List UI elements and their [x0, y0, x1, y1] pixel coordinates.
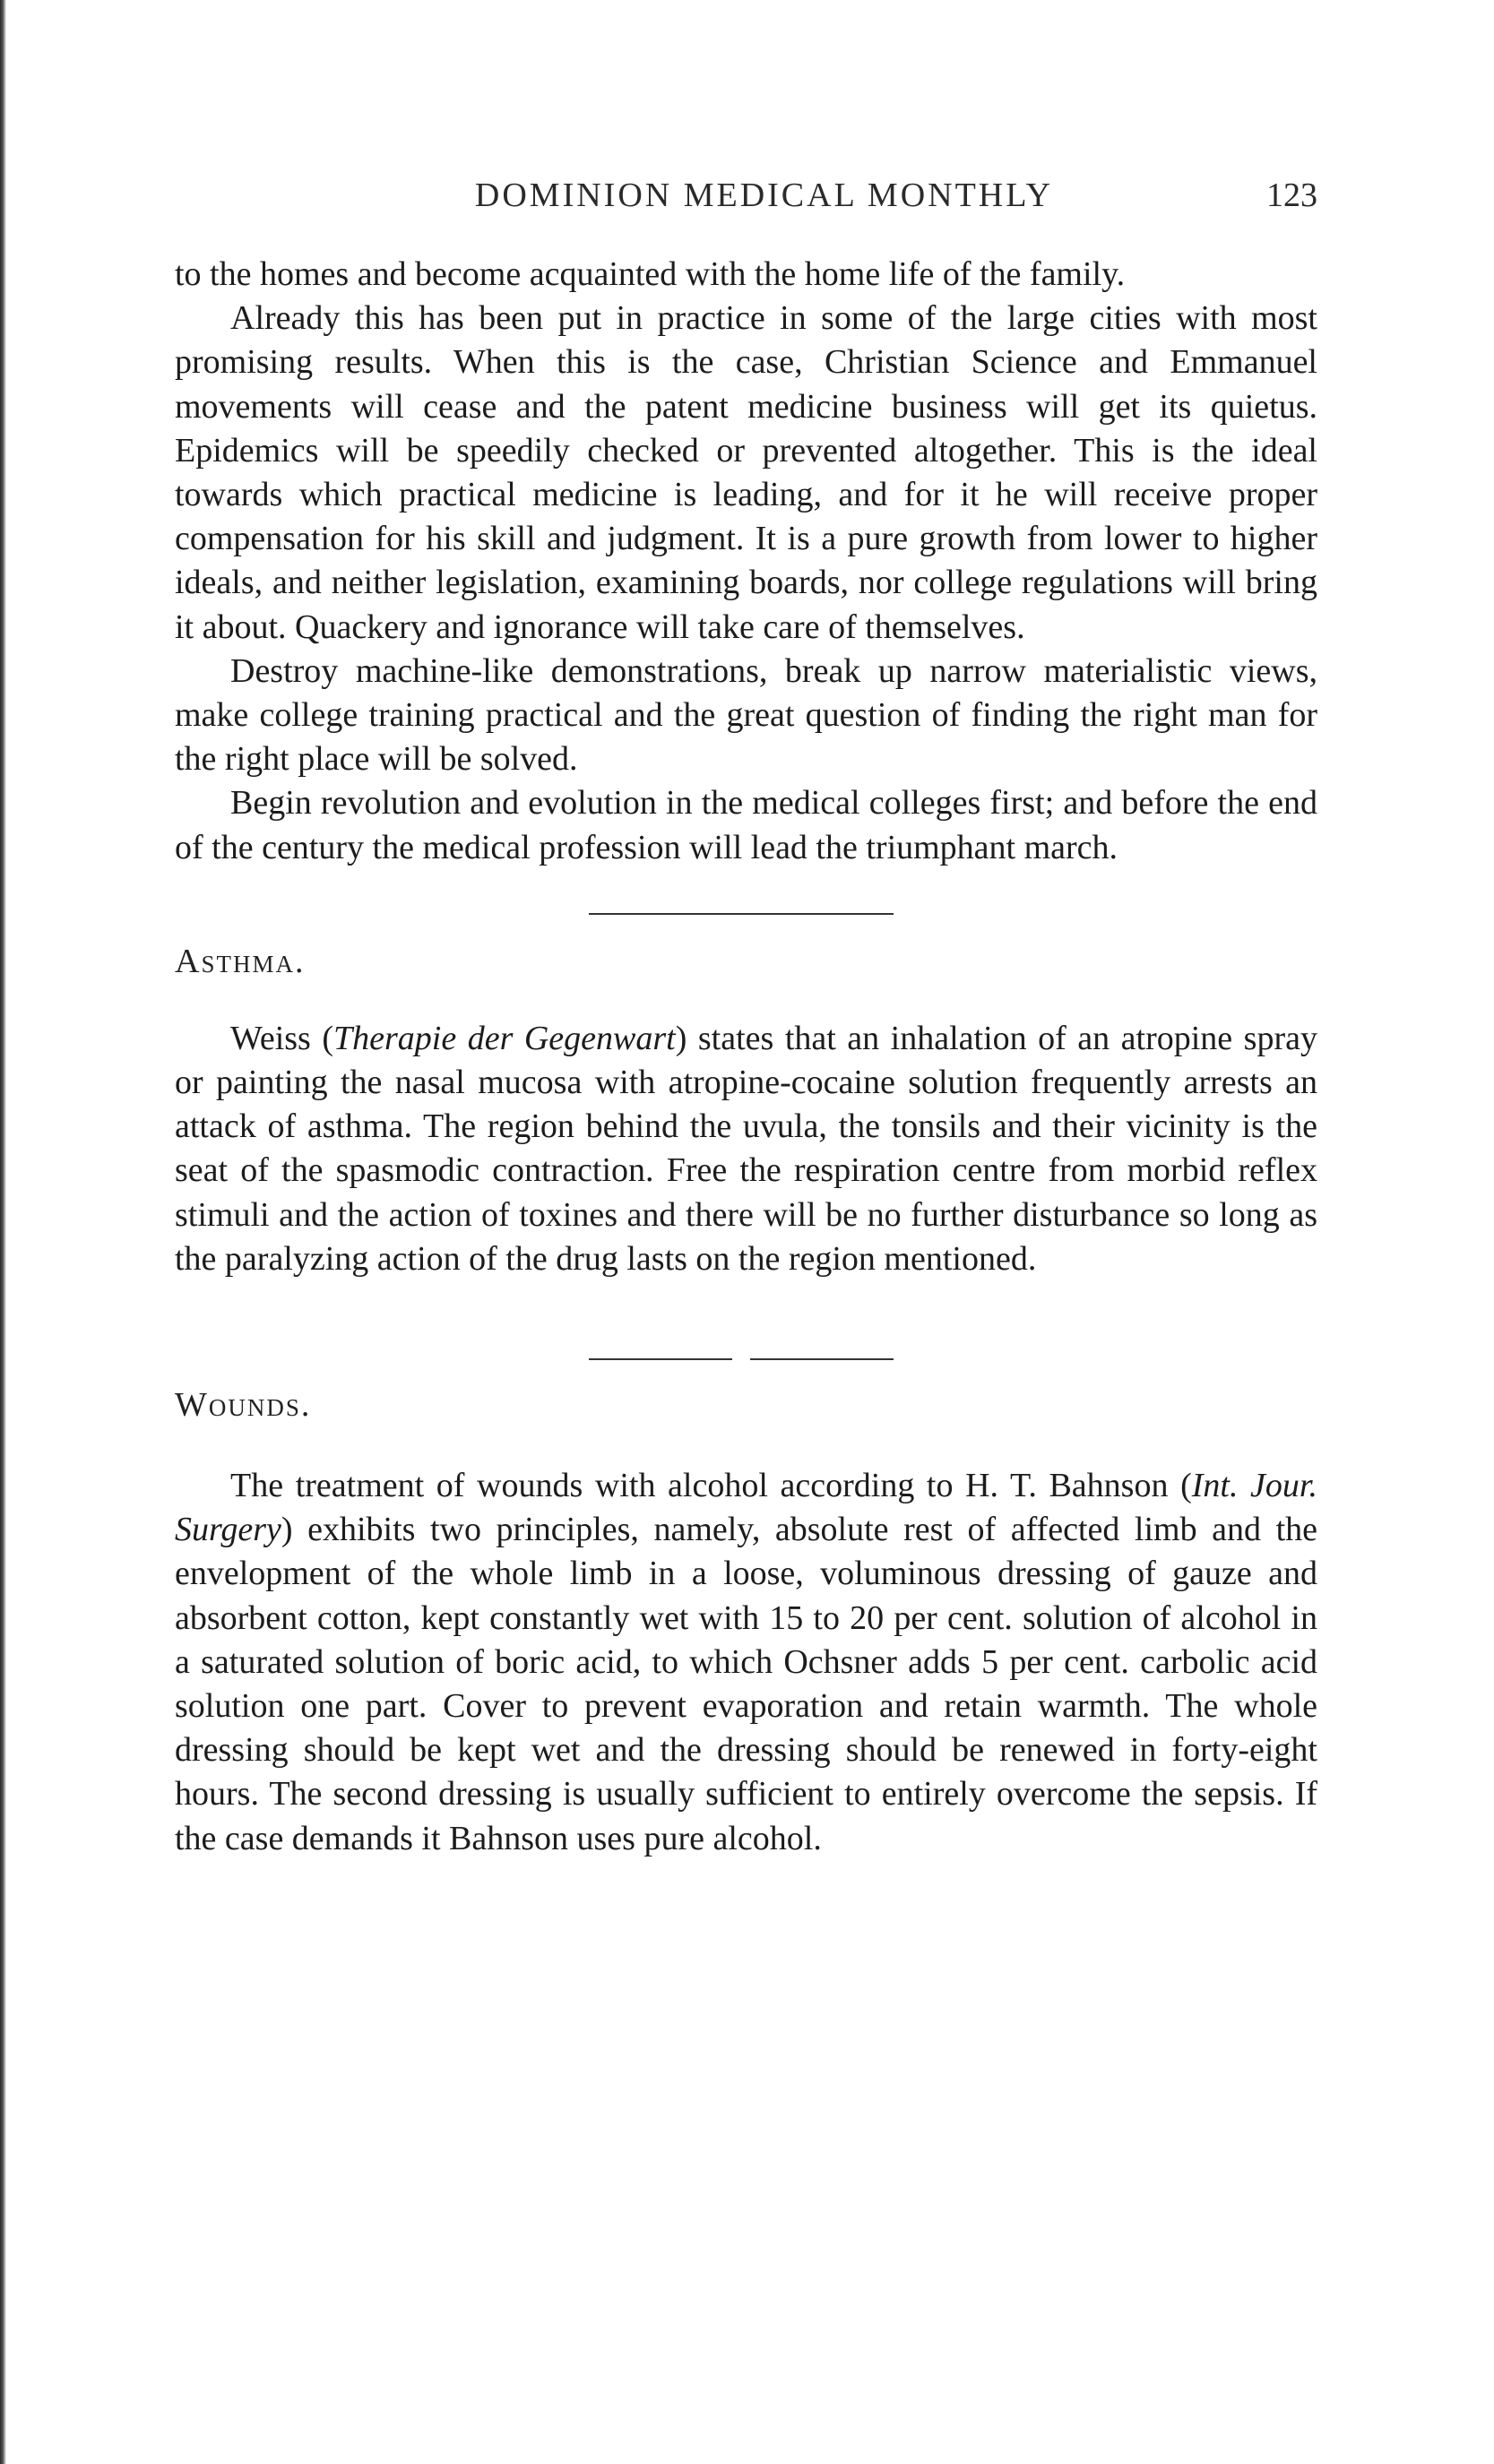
paragraph-destroy: Destroy machine-like demonstrations, break up narrow materialistic views, make college training practical and the great question of finding the right man for the right place will be solved. — [175, 651, 1317, 779]
wounds-text-rest: ) exhibits two principles, namely, absolute rest of affected limb and the envelopment of the whole limb in a loose, voluminous dressing of gauze and absorbent cotton, kept constantly wet with 15 to 20 per cent. solution of alcohol in a saturated solution of boric acid, to which Ochsner adds 5 per cent. carbolic acid solution one part. Cover to prevent evaporation and retain warmth. The whole dressing should be kept wet and the dressing should be renewed in forty-eight hours. The second dressing is usually sufficient to entirely overcome the sepsis. If the case demands it Bahnson uses pure alcohol. — [175, 1511, 1317, 1857]
page-binding-edge — [0, 0, 6, 2464]
section-divider — [589, 1358, 894, 1360]
page-column — [175, 176, 1317, 1861]
paragraph-continuation: to the homes and become acquainted with the home life of the family. — [175, 255, 1126, 293]
wounds-section — [175, 1464, 1317, 1861]
wounds-heading: Wounds. — [175, 1386, 312, 1425]
wounds-source-title: Int. Jour. Surgery — [175, 1467, 1317, 1549]
intro-section — [175, 253, 1317, 870]
paragraph-revolution: Begin revolution and evolution in the medical colleges first; and before the end of the century the medical profession will lead the triumphant march. — [175, 784, 1317, 866]
asthma-paragraph — [175, 1017, 1317, 1281]
asthma-source-title: Therapie der Gegenwart — [332, 1019, 676, 1057]
wounds-text-start: The treatment of wounds with alcohol according to H. T. Bahnson ( — [230, 1467, 1192, 1505]
asthma-text-rest: ) states that an inhalation of an atropine spray or painting the nasal mucosa with atropine-cocaine solution frequently arrests an attack of asthma. The region behind the uvula, the tonsils and their vicinity is the seat of the spasmodic contraction. Free the respiration centre from morbid reflex stimuli and the action of toxines and there will be no further disturbance so long as the paralyzing action of the drug lasts on the region mentioned. — [175, 1019, 1317, 1278]
asthma-heading: Asthma. — [175, 942, 306, 980]
asthma-section — [175, 1017, 1317, 1281]
paragraph-practice: Already this has been put in practice in some of the large cities with most promising results. When this is the case, Christian Science and Emmanuel movements will cease and the patent medicine business will get its quietus. Epidemics will be speedily checked or prevented altogether. This is the ideal towards which practical medicine is leading, and for it he will receive proper compensation for his skill and judgment. It is a pure growth from lower to higher ideals, and neither legislation, examining boards, nor college regulations will bring it about. Quackery and ignorance will take care of themselves. — [175, 299, 1317, 646]
page-number: 123 — [1266, 177, 1317, 214]
section-divider — [589, 913, 894, 915]
wounds-paragraph — [175, 1464, 1317, 1861]
asthma-text-start: Weiss ( — [230, 1019, 333, 1057]
journal-title: DOMINION MEDICAL MONTHLY — [474, 177, 1054, 214]
running-head — [175, 176, 1317, 220]
